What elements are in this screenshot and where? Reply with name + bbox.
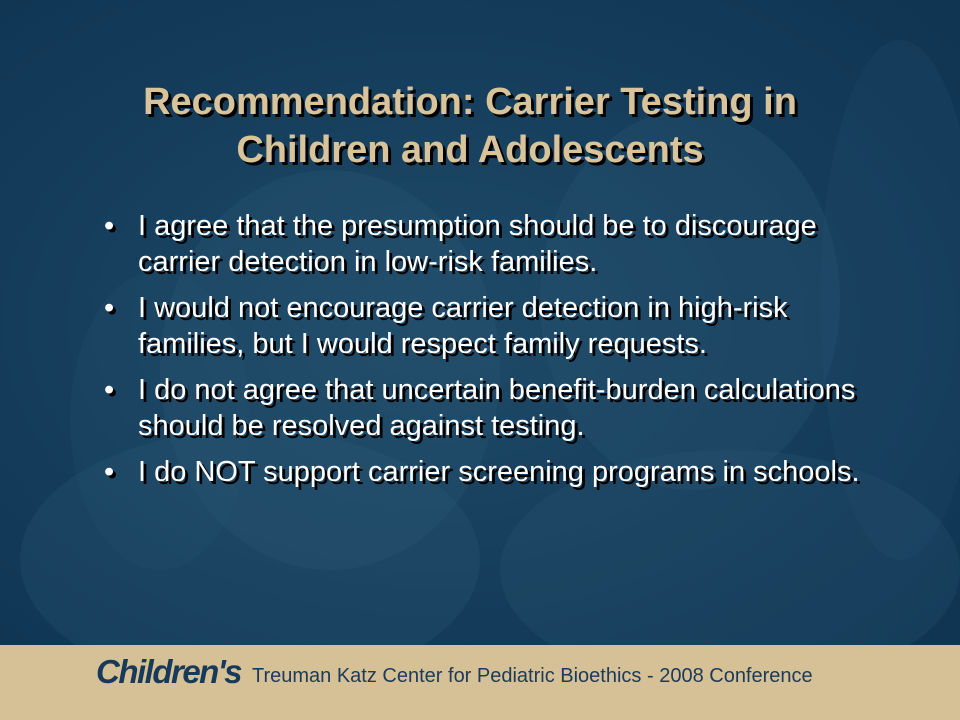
bullet-icon: • [104, 374, 115, 406]
bullet-text: I agree that the presumption should be to discourage carrier detection in low-risk families. [138, 210, 817, 278]
footer-band [0, 645, 960, 720]
bullet-icon: • [104, 210, 115, 242]
bullet-item [104, 372, 874, 444]
bullet-icon: • [104, 456, 115, 488]
bullet-text: I would not encourage carrier detection in high-risk families, but I would respect family requests. [138, 292, 788, 360]
footer-caption: Treuman Katz Center for Pediatric Bioethics - 2008 Conference [252, 665, 813, 687]
bullet-item [104, 208, 874, 280]
childrens-logo: Children's [96, 653, 242, 690]
bullet-item [104, 454, 874, 490]
title-line-1: Recommendation: Carrier Testing in [143, 81, 797, 123]
bullet-text: I do not agree that uncertain benefit-burden calculations should be resolved against testing. [138, 374, 856, 442]
title-line-2: Children and Adolescents [236, 129, 704, 171]
bullet-icon: • [104, 292, 115, 324]
bullet-list [104, 208, 874, 500]
bullet-text: I do NOT support carrier screening programs in schools. [138, 456, 860, 488]
bullet-item [104, 290, 874, 362]
slide-title [60, 78, 880, 174]
